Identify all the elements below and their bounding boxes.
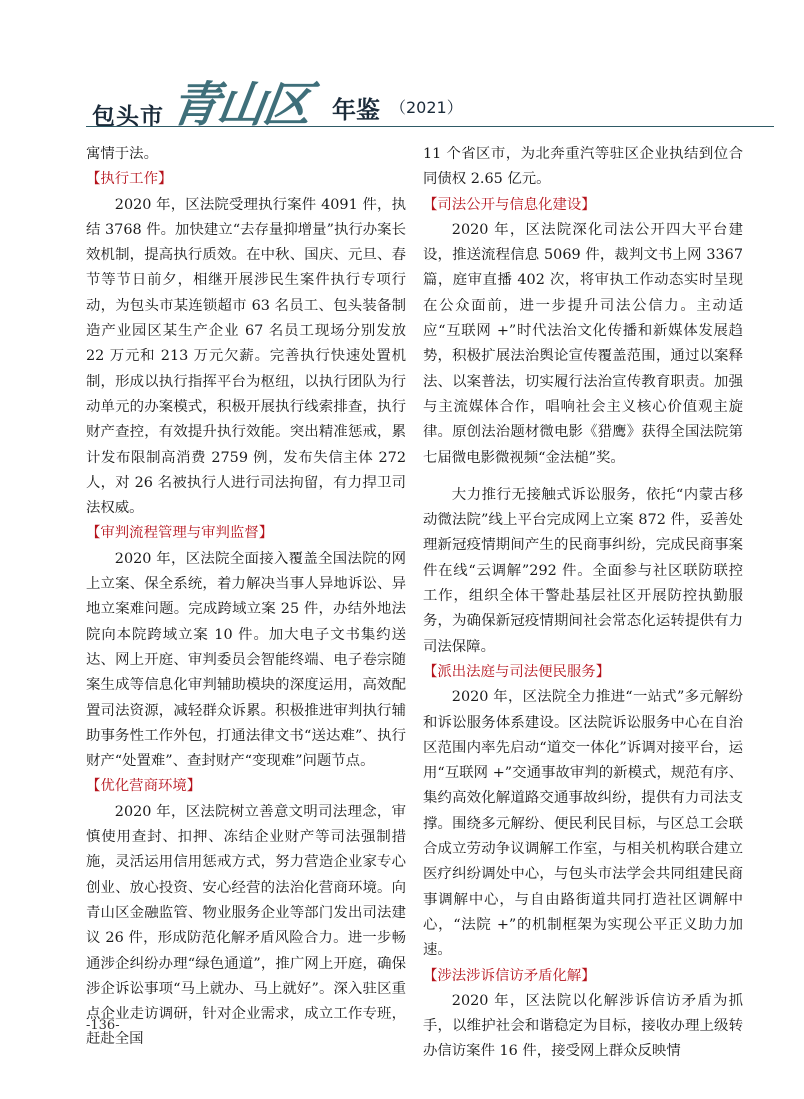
header-city: 包头市 <box>92 104 164 130</box>
paragraph: 2020 年，区法院受理执行案件 4091 件，执结 3768 件。加快建立“去存量抑增量”执行办案长效机制，提高执行质效。在中秋、国庆、元旦、春节等节日前夕，相继开展涉民生案件执行专项行动，为包头市某连锁超市 63 名员工、包头装备制造产业园区某生产企业 67 名员工现场分别发放 22 万元和 213 万元欠薪。完善执行快速处置机制，形成以执行指挥平台为枢纽，以执行团队为行动单元的办案模式，积极开展执行线索排查，执行财产查控，有效提升执行效能。突出精准惩戒，累计发布限制高消费 2759 例，发布失信主体 272 人，对 26 名被执行人进行司法拘留，有力捍卫司法权威。 <box>86 196 406 517</box>
header-rule <box>86 126 774 127</box>
section-heading: 【优化营商环境】 <box>86 778 202 795</box>
page-header <box>60 62 760 132</box>
paragraph: 2020 年，区法院树立善意文明司法理念，审慎使用查封、扣押、冻结企业财产等司法强制措施，灵活运用信用惩戒方式，努力营造企业家专心创业、放心投资、安心经营的法治化营商环境。向青山区金融监管、物业服务企业等部门发出司法建议 26 件，形成防范化解矛盾风险合力。进一步畅通涉企纠纷办理“绿色通道”，推广网上开庭，确保涉企诉讼事项“马上就办、马上就好”。深入驻区重点企业走访调研，针对企业需求，成立工作专班，赶赴全国 <box>86 803 406 1048</box>
header-logo: 青山区 <box>167 77 314 133</box>
section-heading: 【司法公开与信息化建设】 <box>423 196 596 213</box>
left-column <box>86 142 406 1053</box>
paragraph: 寓情于法。 <box>86 146 158 162</box>
right-column <box>423 142 743 1065</box>
paragraph: 大力推行无接触式诉讼服务，依托“内蒙古移动微法院”线上平台完成网上立案 872 件，妥善处理新冠疫情期间产生的民商事纠纷，完成民商事案件在线“云调解”292 件。全面参与社区联防联控工作，组织全体干警赴基层社区开展防控执勤服务，为确保新冠疫情期间社会常态化运转提供有力司法保障。 <box>423 486 743 655</box>
section-heading: 【执行工作】 <box>86 171 173 188</box>
header-yearbook: 年鉴 <box>332 96 380 124</box>
section-heading: 【派出法庭与司法便民服务】 <box>423 663 611 680</box>
header-year: （2021） <box>390 98 463 117</box>
paragraph: 2020 年，区法院深化司法公开四大平台建设，推送流程信息 5069 件，裁判文书上网 3367 篇，庭审直播 402 次，将审执工作动态实时呈现在公众面前，进一步提升司法公信力。主动适应“互联网 +”时代法治文化传播和新媒体发展趋势，积极扩展法治舆论宣传覆盖范围，通过以案释法、以案普法，切实履行法治宣传教育职责。加强与主流媒体合作，唱响社会主义核心价值观主旋律。原创法治题材微电影《猎鹰》获得全国法院第七届微电影微视频“金法槌”奖。 <box>423 221 743 466</box>
paragraph: 11 个省区市，为北奔重汽等驻区企业执结到位合同债权 2.65 亿元。 <box>423 146 743 188</box>
paragraph: 2020 年，区法院全面接入覆盖全国法院的网上立案、保全系统，着力解决当事人异地诉讼、异地立案难问题。完成跨域立案 25 件，办结外地法院向本院跨域立案 10 件。加大电子文书集约送达、网上开庭、审判委员会智能终端、电子卷宗随案生成等信息化审判辅助模块的深度运用，高效配置司法资源，减轻群众诉累。积极推进审判执行辅助事务性工作外包，打通法律文书“送达难”、执行财产“处置难”、查封财产“变现难”问题节点。 <box>86 550 406 770</box>
section-heading: 【涉法涉诉信访矛盾化解】 <box>423 967 596 984</box>
paragraph: 2020 年，区法院全力推进“一站式”多元解纷和诉讼服务体系建设。区法院诉讼服务中心在自治区范围内率先启动“道交一体化”诉调对接平台，运用“互联网 +”交通事故审判的新模式，规范有序、集约高效化解道路交通事故纠纷，提供有力司法支撑。围绕多元解纷、便民利民目标，与区总工会联合成立劳动争议调解工作室，与相关机构联合建立医疗纠纷调处中心，与包头市法学会共同组建民商事调解中心，与自由路街道共同打造社区调解中心，“法院 +”的机制框架为实现公平正义助力加速。 <box>423 689 743 959</box>
page-number: -136- <box>86 1018 120 1033</box>
section-heading: 【审判流程管理与审判监督】 <box>86 525 274 542</box>
paragraph: 2020 年，区法院以化解涉诉信访矛盾为抓手，以维护社会和谐稳定为目标，接收办理上级转办信访案件 16 件，接受网上群众反映情 <box>423 992 743 1060</box>
